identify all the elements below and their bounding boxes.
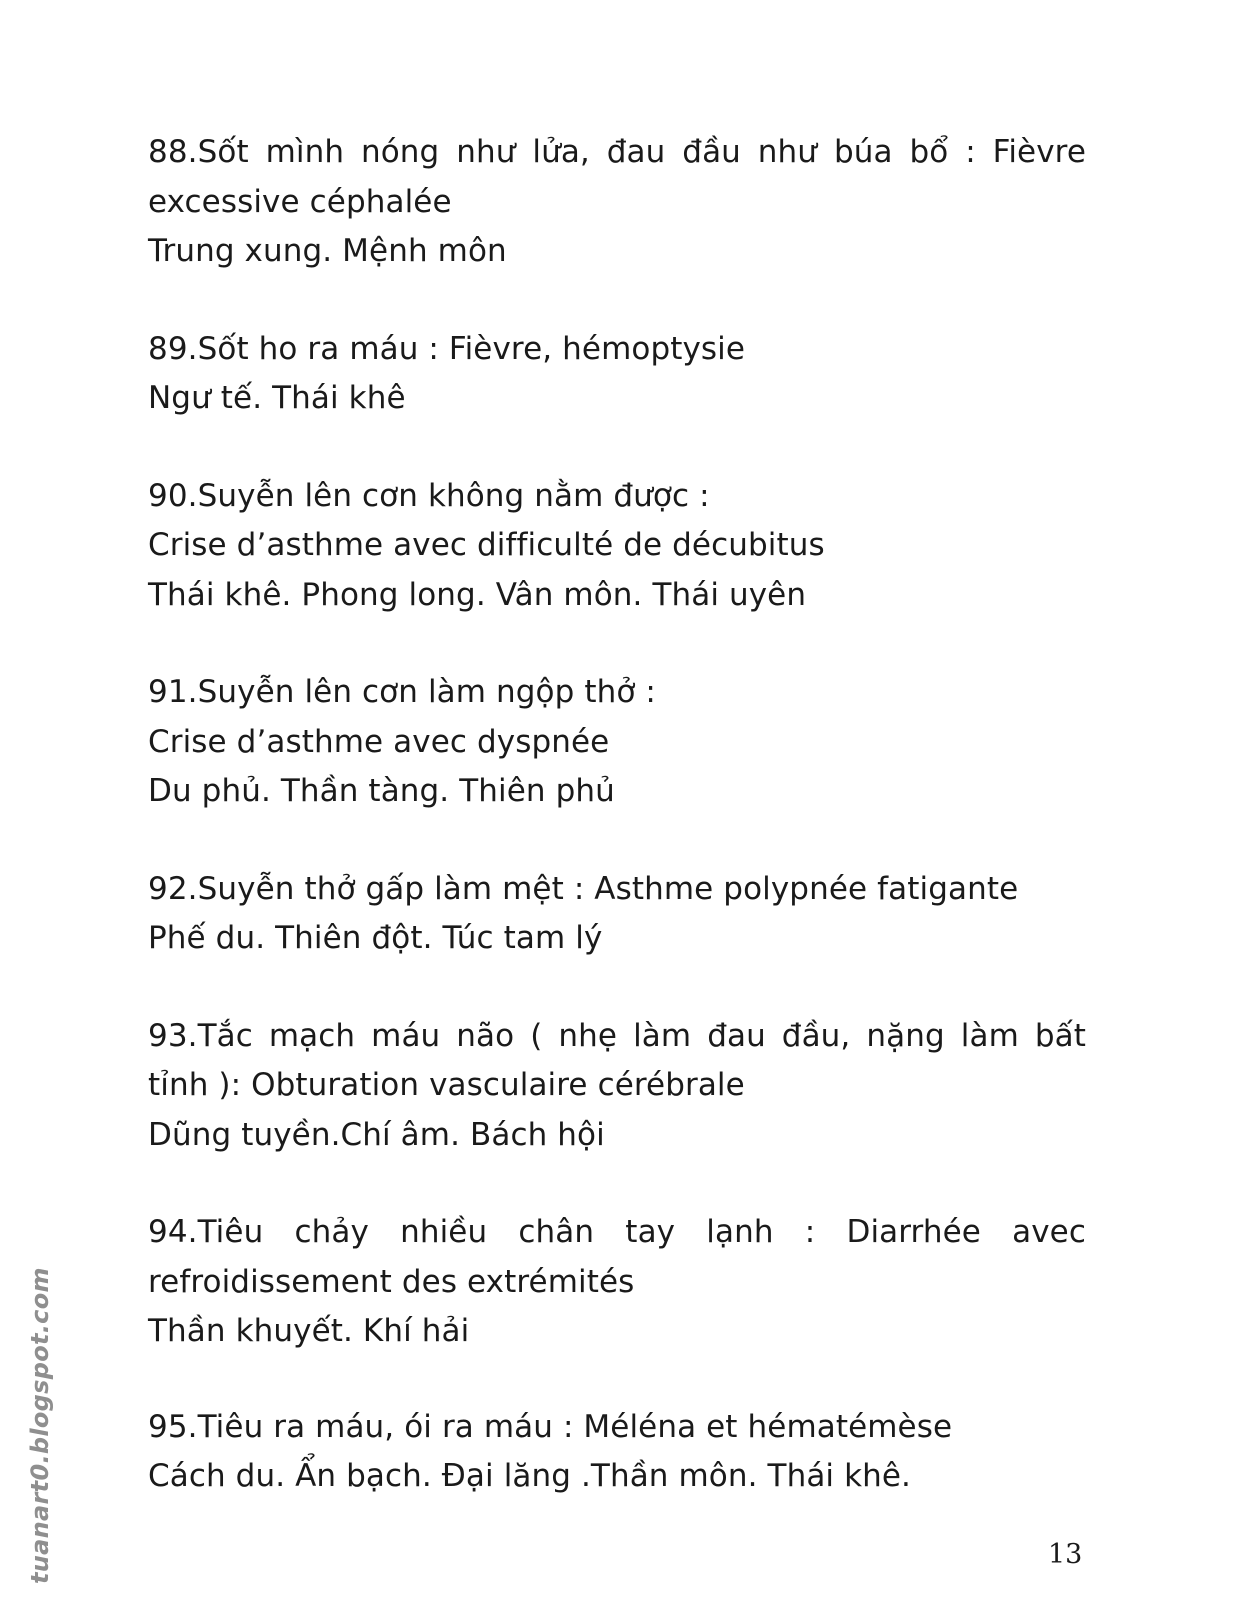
entry-95 xyxy=(148,1403,1086,1502)
entry-94-line-1: 94.Tiêu chảy nhiều chân tay lạnh : Diarrhée avec xyxy=(148,1214,1086,1250)
entry-90-line-1: 90.Suyễn lên cơn không nằm được : xyxy=(148,477,710,514)
entry-91 xyxy=(148,668,1086,817)
entry-93 xyxy=(148,1012,1086,1161)
entry-88-line-1: 88.Sốt mình nóng như lửa, đau đầu như búa bổ : Fièvre xyxy=(148,134,1086,170)
document-body xyxy=(148,128,1086,1550)
entry-95-line-1: 95.Tiêu ra máu, ói ra máu : Méléna et hématémèse xyxy=(148,1408,953,1445)
entry-94 xyxy=(148,1208,1086,1357)
watermark-text: tuanart0.blogspot.com xyxy=(26,1267,54,1584)
entry-93-line-1: 93.Tắc mạch máu não ( nhẹ làm đau đầu, nặng làm bất xyxy=(148,1017,1086,1054)
entry-90 xyxy=(148,472,1086,621)
watermark xyxy=(20,1258,60,1584)
entry-91-line-2: Crise d’asthme avec dyspnée xyxy=(148,723,610,760)
entry-88 xyxy=(148,128,1086,277)
entry-94-line-2: refroidissement des extrémités xyxy=(148,1263,635,1300)
entry-88-line-2: excessive céphalée xyxy=(148,183,452,220)
page-number: 13 xyxy=(1048,1539,1083,1570)
entry-89 xyxy=(148,325,1086,424)
entry-91-line-1: 91.Suyễn lên cơn làm ngộp thở : xyxy=(148,674,656,710)
entry-89-line-1: 89.Sốt ho ra máu : Fièvre, hémoptysie xyxy=(148,330,746,367)
entry-89-line-2: Ngư tế. Thái khê xyxy=(148,380,406,416)
entry-94-line-3: Thần khuyết. Khí hải xyxy=(148,1313,470,1349)
entry-92-line-1: 92.Suyễn thở gấp làm mệt : Asthme polypnée fatigante xyxy=(148,870,1019,907)
entry-88-line-3: Trung xung. Mệnh môn xyxy=(148,233,507,269)
entry-92-line-2: Phế du. Thiên đột. Túc tam lý xyxy=(148,920,603,956)
entry-90-line-2: Crise d’asthme avec difficulté de décubitus xyxy=(148,527,825,563)
entry-91-line-3: Du phủ. Thần tàng. Thiên phủ xyxy=(148,773,615,809)
entry-95-line-2: Cách du. Ẩn bạch. Đại lăng .Thần môn. Thái khê. xyxy=(148,1458,912,1494)
entry-90-line-3: Thái khê. Phong long. Vân môn. Thái uyên xyxy=(148,576,807,613)
entry-93-line-3: Dũng tuyền.Chí âm. Bách hội xyxy=(148,1116,605,1153)
entry-92 xyxy=(148,865,1086,964)
entry-93-line-2: tỉnh ): Obturation vasculaire cérébrale xyxy=(148,1067,745,1103)
